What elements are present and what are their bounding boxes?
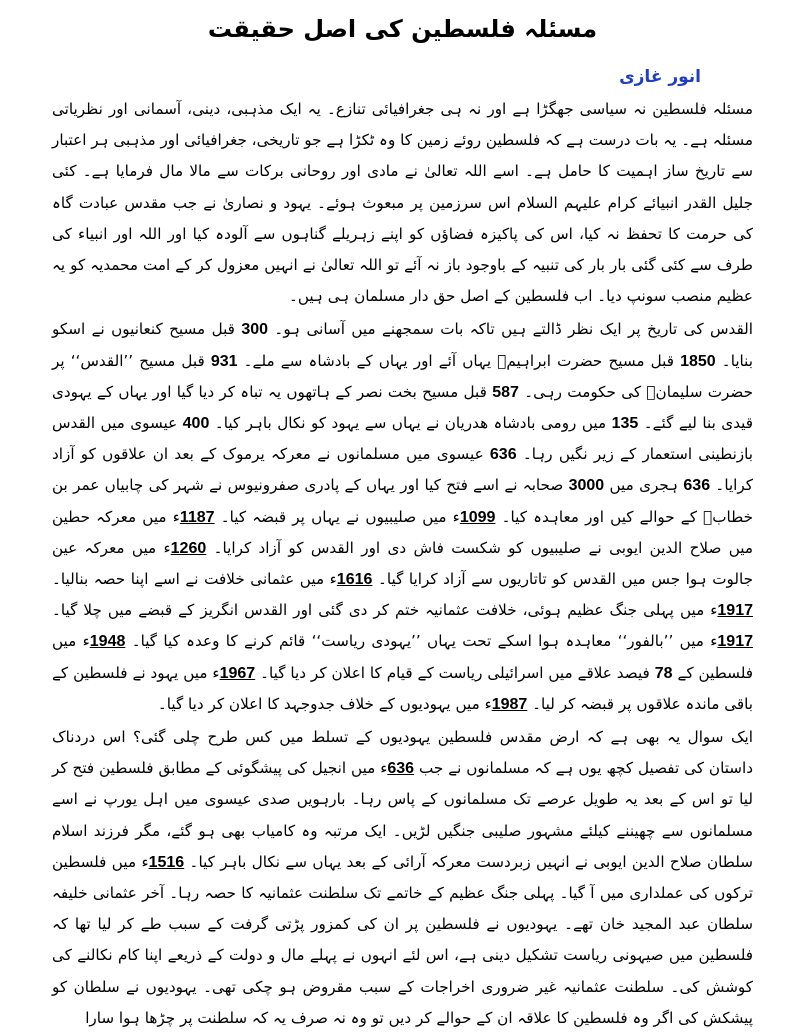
year-number: 400: [182, 415, 210, 433]
text-run: القدس کی تاریخ پر ایک نظر ڈالتے ہیں تاکہ بات سمجھنے میں آسانی ہو۔: [268, 320, 753, 339]
text-run: صحابہ نے اسے فتح کیا اور یہاں کے پادری صفرونیوس نے شہر کی چابیاں عمر بن خطابؓ کے حوالے کیں اور معاہدہ کیا۔: [52, 476, 753, 526]
text-run: ء میں معرکہ عین جالوت ہوا جس میں القدس کو تاتاریوں سے آزاد کرایا گیا۔: [52, 538, 753, 589]
text-run: ء میں عثمانی خلافت نے اسے اپنا حصہ بنالیا۔: [52, 570, 337, 589]
text-run: ء میں یہودیوں کے خلاف جدوجہد کا اعلان کر دیا گیا۔: [157, 694, 492, 713]
text-run: قبل مسیح حضرت ابراہیمؑ یہاں آئے اور یہاں کے بادشاہ سے ملے۔: [237, 351, 681, 370]
year-number: 1260: [170, 539, 207, 557]
year-number: 300: [241, 321, 269, 339]
text-run: ء میں فلسطین ترکوں کی عملداری میں آ گیا۔ پہلی جنگ عظیم کے خاتمے تک سلطنت عثمانیہ کا حصہ رہا۔ آخر عثمانی خلیفہ سلطان عبد المجید خان تھے۔ یہودیوں نے فلسطین پر ان کی کمزور پڑتی گرفت کے سبب طے کر لیا تھا کہ فلسطین میں صیہونی ریاست تشکیل دینی ہے، اس لئے انہوں نے پہلے مال و دولت کے ذریعے اپنا کام نکالنے کی کوشش کی۔ سلطنت عثمانیہ غیر ضروری اخراجات کے سبب مقروض ہو چکی تھی۔ یہودیوں نے سلطان کو پیشکش کی اگر وہ فلسطین کا علاقہ ان کے حوالے کر دیں تو وہ نہ صرف یہ کہ سلطنت پر چڑھا ہوا سارا: [52, 852, 753, 1027]
text-run: فیصد علاقے میں اسرائیلی ریاست کے قیام کا اعلان کر دیا گیا۔: [255, 663, 655, 682]
year-number: 1850: [680, 352, 716, 370]
year-number: 1917: [717, 633, 753, 651]
text-run: ء میں صلیبیوں نے یہاں پر قبضہ کیا۔: [214, 507, 460, 526]
text-run: عیسوی میں مسلمانوں نے معرکہ یرموک کے بعد ان علاقوں کو آزاد کرایا۔: [52, 445, 753, 495]
year-number: 636: [683, 477, 711, 495]
year-number: 135: [611, 415, 639, 433]
text-run: ء میں معرکہ حطین میں صلاح الدین ایوبی نے صلیبیوں کو شکست فاش دی اور القدس کو آزاد کرایا۔: [52, 507, 753, 557]
article-paragraph: [52, 314, 753, 720]
text-run: ء میں پہلی جنگ عظیم ہوئی، خلافت عثمانیہ ختم کر دی گئی اور القدس انگریز کے قبضے میں چلا گیا۔: [52, 601, 718, 620]
article-title: مسئلہ فلسطین کی اصل حقیقت: [207, 15, 598, 43]
year-number: 1987: [491, 695, 528, 713]
text-run: ء میں فلسطین کے: [52, 632, 753, 682]
text-run: ء میں انجیل کی پیشگوئی کے مطابق فلسطین فتح کر لیا تو اس کے بعد یہ طویل عرصے تک مسلمانوں کے پاس رہا۔ بارہویں صدی عیسوی میں اہل یورپ نے اسے مسلمانوں سے چھیننے کیلئے مشہور صلیبی جنگیں لڑیں۔ ایک مرتبہ وہ کامیاب بھی ہو گئے، مگر فرزند اسلام سلطان صلاح الدین ایوبی نے انہیں زبردست معرکہ آرائی کے بعد یہاں سے نکال باہر کیا۔: [52, 759, 754, 871]
year-number: 636: [387, 760, 415, 778]
text-run: ہجری میں: [604, 476, 684, 495]
year-number: 1099: [459, 508, 496, 526]
author-name: انور غازی: [619, 67, 701, 87]
year-number: 1948: [89, 633, 126, 651]
text-run: قبل مسیح کنعانیوں نے اسکو بنایا۔: [52, 320, 753, 370]
article-paragraph: [52, 722, 753, 1034]
year-number: 78: [654, 664, 673, 682]
year-number: 3000: [568, 477, 605, 495]
year-number: 1516: [148, 853, 185, 871]
year-number: 636: [489, 446, 517, 464]
article-paragraph: [52, 94, 753, 312]
year-number: 587: [492, 383, 519, 401]
year-number: 1917: [717, 602, 753, 620]
year-number: 931: [210, 352, 238, 370]
text-run: ایک سوال یہ بھی ہے کہ ارض مقدس فلسطین یہودیوں کے تسلط میں کس طرح چلی گئی؟ اس دردناک داستان کی تفصیل کچھ یوں ہے کہ مسلمانوں نے جب: [52, 728, 753, 778]
article-body: [52, 94, 753, 1034]
text-run: ء میں یہود نے فلسطین کے باقی ماندہ علاقوں پر قبضہ کر لیا۔: [52, 663, 753, 713]
year-number: 1187: [179, 508, 215, 526]
year-number: 1967: [219, 664, 256, 682]
year-number: 1616: [336, 571, 373, 589]
text-run: میں رومی بادشاہ ھدریان نے یہاں سے یہود کو نکال باہر کیا۔: [209, 414, 612, 433]
text-run: قبل مسیح ’’القدس‘‘ پر حضرت سلیمانؑ کی حکومت رہی۔: [52, 351, 753, 401]
text-run: ء میں ’’بالفور‘‘ معاہدہ ہوا اسکے تحت یہاں ’’یہودی ریاست‘‘ قائم کرنے کا وعدہ کیا گیا۔: [125, 632, 718, 651]
text-run: مسئلہ فلسطین نہ سیاسی جھگڑا ہے اور نہ ہی جغرافیائی تنازع۔ یہ ایک مذہبی، دینی، آسمانی اور نظریاتی مسئلہ ہے۔ یہ بات درست ہے کہ فلسطین روئے زمین کا وہ ٹکڑا ہے جو تاریخی، جغرافیائی اور مذہبی ہر اعتبار سے تاریخ ساز اہمیت کا حامل ہے۔ اسے اللہ تعالیٰ نے مادی اور روحانی برکات سے مالا مال فرمایا ہے۔ کئی جلیل القدر انبیائے کرام علیہم السلام اس سرزمین پر مبعوث ہوئے۔ یہود و نصاریٰ نے جب مقدس عبادت گاہ کی حرمت کا تحفظ نہ کیا، اس کی پاکیزہ فضاؤں کو اپنے زہریلے گناہوں سے آلودہ کیا اور اللہ اور انبیاء کی طرف سے کئی گئی بار بار کی تنبیہ کے باوجود باز نہ آئے تو اللہ تعالیٰ نے انہیں معزول کر کے امت محمدیہ کو یہ عظیم منصب سونپ دیا۔ اب فلسطین کے اصل حق دار مسلمان ہی ہیں۔: [52, 100, 753, 306]
text-run: عیسوی میں القدس بازنطینی استعمار کے زیر نگیں رہا۔: [52, 414, 753, 464]
text-run: قبل مسیح بخت نصر کے ہاتھوں یہ تباہ کر دیا گیا اور یہاں کے یہودی قیدی بنا لیے گئے۔: [52, 382, 754, 433]
